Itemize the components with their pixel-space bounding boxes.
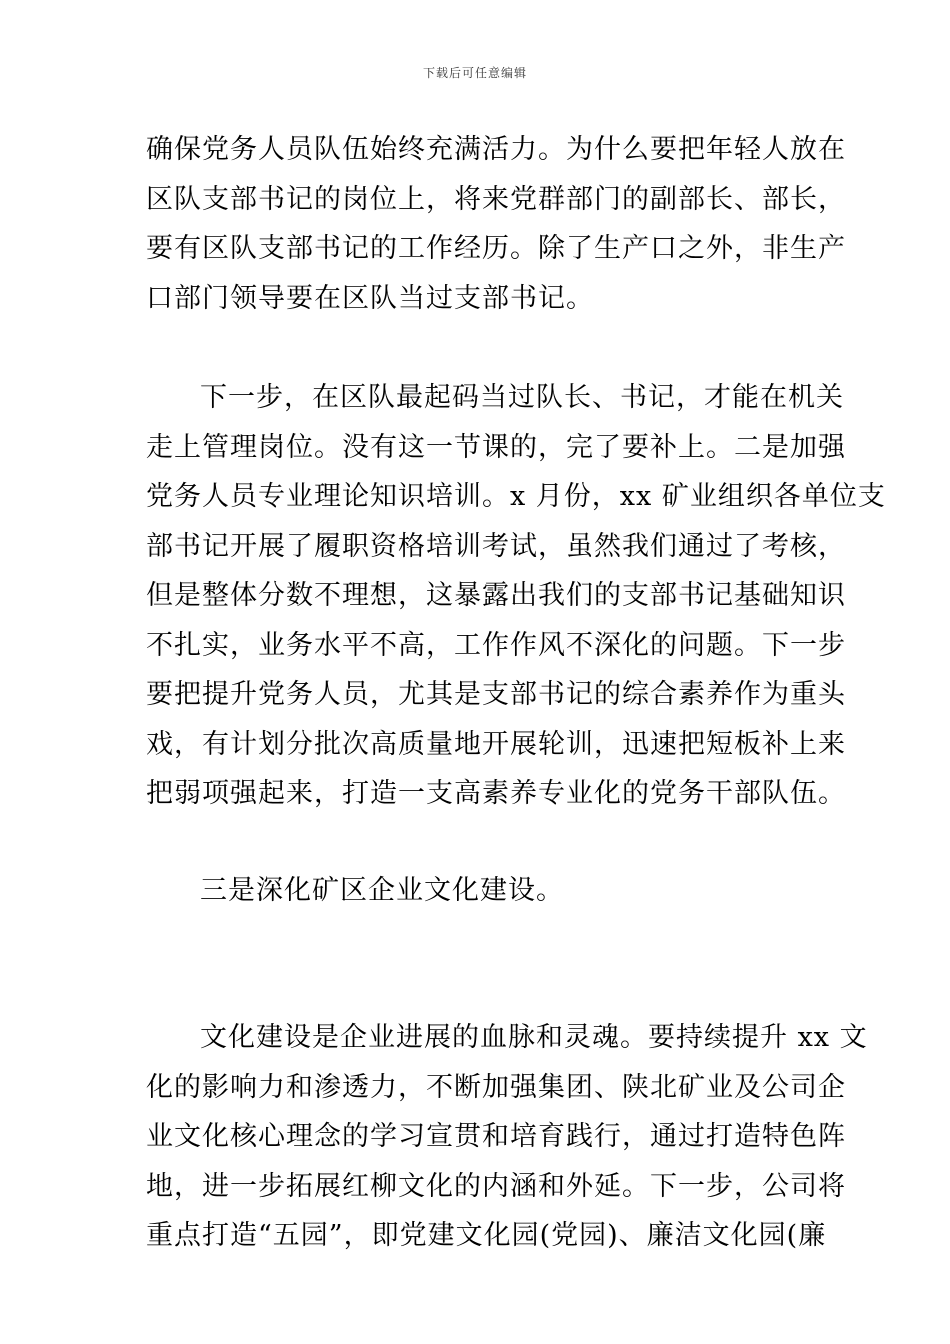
paragraph-line: 走上管理岗位。没有这一节课的，完了要补上。二是加强 (146, 431, 846, 463)
paragraph-line: 业文化核心理念的学习宣贯和培育践行，通过打造特色阵 (146, 1121, 846, 1152)
paragraph-line: 文化建设是企业进展的血脉和灵魂。要持续提升 xx 文 (200, 1022, 868, 1053)
paragraph-line: 区队支部书记的岗位上，将来党群部门的副部长、部长， (146, 183, 846, 215)
section-heading: 三是深化矿区企业文化建设。 (200, 875, 564, 906)
paragraph-line: 把弱项强起来，打造一支高素养专业化的党务干部队伍。 (146, 778, 846, 809)
paragraph-line: 戏，有计划分批次高质量地开展轮训，迅速把短板补上来 (146, 728, 846, 760)
paragraph-line: 确保党务人员队伍始终充满活力。为什么要把年轻人放在 (146, 134, 846, 165)
paragraph-1 (146, 125, 846, 323)
paragraph-line: 地，进一步拓展红柳文化的内涵和外延。下一步，公司将 (146, 1170, 846, 1202)
paragraph-line: 党务人员专业理论知识培训。x 月份，xx 矿业组织各单位支 (146, 481, 886, 512)
header-note: 下载后可任意编辑 (422, 66, 527, 80)
paragraph-line: 但是整体分数不理想，这暴露出我们的支部书记基础知识 (146, 580, 846, 611)
paragraph-line: 化的影响力和渗透力，不断加强集团、陕北矿业及公司企 (146, 1071, 846, 1103)
paragraph-2 (146, 373, 886, 819)
paragraph-line: 不扎实，业务水平不高，工作作风不深化的问题。下一步 (146, 629, 846, 661)
paragraph-line: 要把提升党务人员，尤其是支部书记的综合素养作为重头 (146, 679, 846, 710)
paragraph-line: 要有区队支部书记的工作经历。除了生产口之外，非生产 (146, 233, 846, 264)
paragraph-4 (146, 1013, 868, 1261)
paragraph-line: 重点打造“五园”，即党建文化园(党园)、廉洁文化园(廉 (146, 1220, 827, 1251)
paragraph-line: 口部门领导要在区队当过支部书记。 (146, 282, 594, 314)
paragraph-line: 下一步，在区队最起码当过队长、书记，才能在机关 (200, 382, 844, 413)
paragraph-3-heading (146, 866, 812, 916)
paragraph-line: 部书记开展了履职资格培训考试，虽然我们通过了考核， (146, 530, 846, 562)
